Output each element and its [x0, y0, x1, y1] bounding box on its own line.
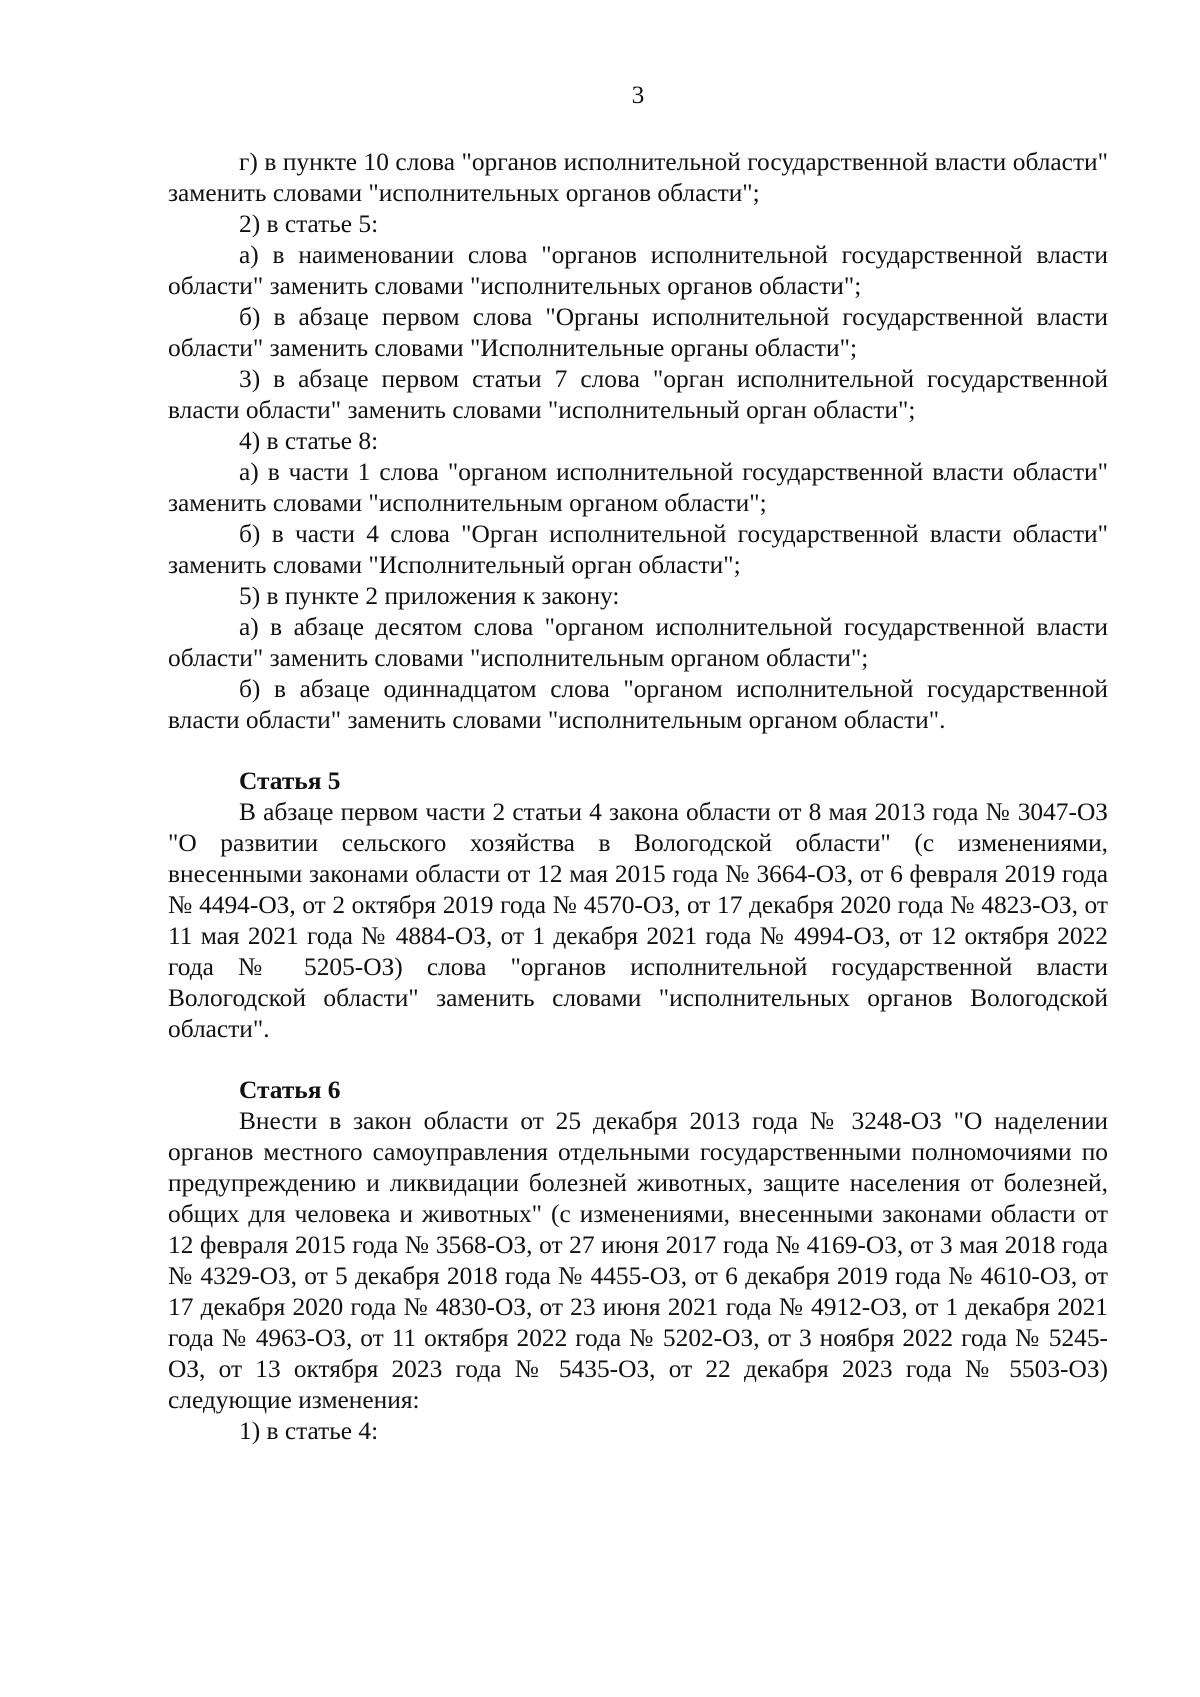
document-body [168, 147, 1108, 1447]
paragraph-item3-article7: 3) в абзаце первом статьи 7 слова "орган исполнительной государственной власти области" заменить словами "исполнительный орган области"; [168, 365, 1108, 424]
article-6-item1: 1) в статье 4: [239, 1417, 379, 1445]
article-6-text: Внести в закон области от 25 декабря 2013 года № 3248-ОЗ "О наделении органов местного самоуправления отдельными государственными полномочиями по предупреждению и ликвидации болезней животных, защите населения от болезней, общих для человека и животных" (с изменениями, внесенными законами области от 12 февраля 2015 года № 3568-ОЗ, от 27 июня 2017 года № 4169-ОЗ, от 3 мая 2018 года № 4329-ОЗ, от 5 декабря 2018 года № 4455-ОЗ, от 6 декабря 2019 года № 4610-ОЗ, от 17 декабря 2020 года № 4830-ОЗ, от 23 июня 2021 года № 4912-ОЗ, от 1 декабря 2021 года № 4963-ОЗ, от 11 октября 2022 года № 5202-ОЗ, от 3 ноября 2022 года № 5245-ОЗ, от 13 октября 2023 года № 5435-ОЗ, от 22 декабря 2023 года № 5503-ОЗ) следующие изменения: [168, 1107, 1108, 1414]
paragraph-item5-appendix: 5) в пункте 2 приложения к закону: [239, 582, 620, 610]
article-5-heading: Статья 5 [239, 767, 341, 795]
paragraph-a-part1: а) в части 1 слова "органом исполнительной государственной власти области" заменить словами "исполнительным органом области"; [168, 458, 1108, 517]
paragraph-b-part4: б) в части 4 слова "Орган исполнительной государственной власти области" заменить словами "Исполнительный орган области"; [168, 520, 1108, 579]
paragraph-item4-article8: 4) в статье 8: [239, 427, 379, 455]
paragraph-b-eleventh-abzac: б) в абзаце одиннадцатом слова "органом исполнительной государственной власти области" заменить словами "исполнительным органом области". [168, 675, 1108, 734]
article-5-text: В абзаце первом части 2 статьи 4 закона области от 8 мая 2013 года № 3047-ОЗ "О развитии сельского хозяйства в Вологодской области" (с изменениями, внесенными законами области от 12 мая 2015 года № 3664-ОЗ, от 6 февраля 2019 года № 4494-ОЗ, от 2 октября 2019 года № 4570-ОЗ, от 17 декабря 2020 года № 4823-ОЗ, от 11 мая 2021 года № 4884-ОЗ, от 1 декабря 2021 года № 4994-ОЗ, от 12 октября 2022 года № 5205-ОЗ) слова "органов исполнительной государственной власти Вологодской области" заменить словами "исполнительных органов Вологодской области". [168, 798, 1108, 1043]
paragraph-a-tenth-abzac: а) в абзаце десятом слова "органом исполнительной государственной власти области" заменить словами "исполнительным органом области"; [168, 613, 1108, 672]
article-6-heading: Статья 6 [239, 1076, 341, 1104]
page-number: 3 [631, 81, 645, 109]
paragraph-b-first-abzac: б) в абзаце первом слова "Органы исполнительной государственной власти области" заменить словами "Исполнительные органы области"; [168, 303, 1108, 362]
paragraph-item2-article5: 2) в статье 5: [239, 210, 379, 238]
paragraph-g-item10: г) в пункте 10 слова "органов исполнительной государственной власти области" заменить словами "исполнительных органов области"; [168, 148, 1108, 207]
paragraph-a-naming: а) в наименовании слова "органов исполнительной государственной власти области" заменить словами "исполнительных органов области"; [168, 241, 1108, 300]
